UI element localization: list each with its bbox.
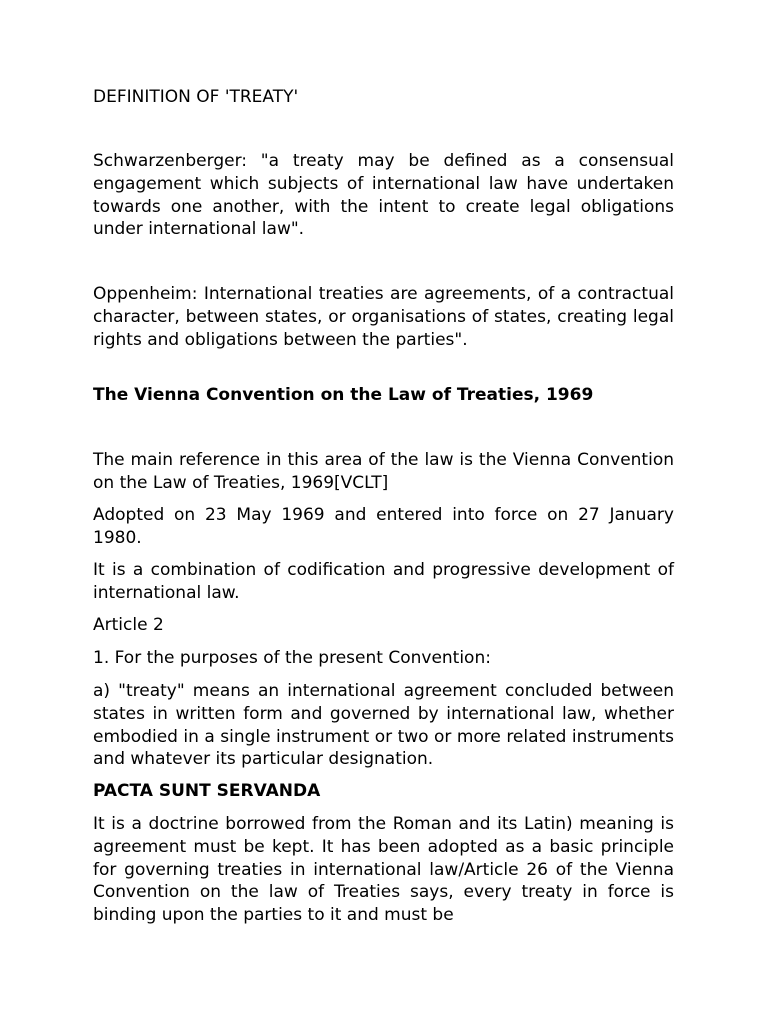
- schwarzenberger-definition: Schwarzenberger: "a treaty may be defined as a consensual engagement which subjects of international law have undertaken towards one another, with the intent to create legal obligations under international law".: [93, 151, 674, 240]
- treaty-definition-paragraph: a) "treaty" means an international agreement concluded between states in written form and governed by international law, whether embodied in a single instrument or two or more related instruments and whatever its particular designation.: [93, 681, 674, 770]
- article-2-heading: Article 2: [93, 615, 164, 635]
- purposes-line: 1. For the purposes of the present Convention:: [93, 648, 491, 668]
- oppenheim-definition: Oppenheim: International treaties are agreements, of a contractual character, between states, or organisations of states, creating legal rights and obligations between the parties".: [93, 284, 674, 350]
- combination-paragraph: It is a combination of codification and progressive development of international law.: [93, 560, 674, 603]
- vienna-convention-heading: The Vienna Convention on the Law of Treaties, 1969: [93, 385, 594, 405]
- main-reference-paragraph: The main reference in this area of the law is the Vienna Convention on the Law of Treaties, 1969[VCLT]: [93, 450, 674, 493]
- pacta-sunt-servanda-heading: PACTA SUNT SERVANDA: [93, 781, 321, 801]
- adoption-paragraph: Adopted on 23 May 1969 and entered into force on 27 January 1980.: [93, 505, 674, 548]
- document-title: DEFINITION OF 'TREATY': [93, 87, 299, 107]
- pacta-sunt-servanda-paragraph: It is a doctrine borrowed from the Roman and its Latin) meaning is agreement must be kept. It has been adopted as a basic principle for governing treaties in international law/Article 26 of the Vienna Convention on the law of Treaties says, every treaty in force is binding upon the parties to it and must be: [93, 814, 674, 926]
